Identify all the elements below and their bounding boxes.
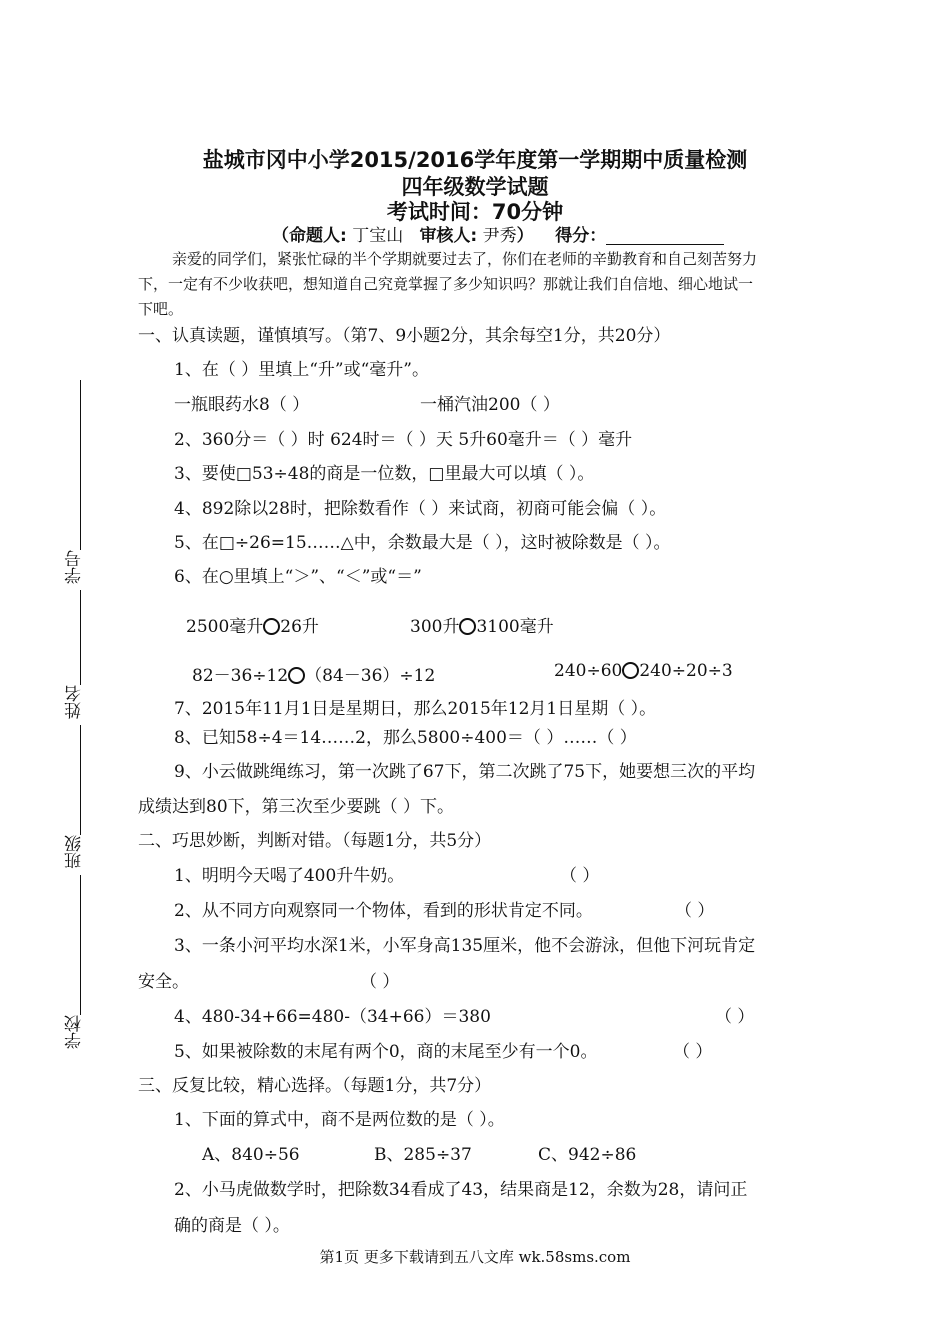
question-1-5: 5、在□÷26=15……△中，余数最大是（ ），这时被除数是（ ）。 (174, 533, 671, 553)
compare-row-1a (186, 612, 319, 637)
compare-circle-3[interactable] (288, 667, 305, 684)
question-1-1-a: 一瓶眼药水8（ ） (174, 395, 310, 415)
page-footer: 第1页 更多下载请到五八文库 wk.58sms.com (319, 1248, 631, 1266)
compare-circle-1[interactable] (263, 618, 280, 635)
section-3-heading: 三、反复比较，精心选择。（每题1分，共7分） (138, 1076, 492, 1096)
side-label-school: 学校 (65, 1015, 85, 1049)
question-1-8: 8、已知58÷4＝14……2，那么5800÷400＝（ ）……（ ） (174, 728, 637, 748)
intro-line-3: 下吧。 (138, 300, 184, 318)
side-line-2 (80, 590, 81, 685)
section-1-heading: 一、认真读题，谨慎填写。（第7、9小题2分，其余每空1分，共20分） (138, 326, 671, 346)
exam-meta: （命题人: 丁宝山 审核人: 尹秀） 得分： (272, 221, 724, 246)
choice-1: 1、下面的算式中，商不是两位数的是（ ）。 (174, 1110, 505, 1130)
choice-2-line-2: 确的商是（ ）。 (174, 1216, 290, 1236)
author-name: 丁宝山 (352, 226, 404, 246)
question-1-4: 4、892除以28时，把除数看作（ ）来试商，初商可能会偏（ ）。 (174, 499, 667, 519)
judge-3-line-1: 3、一条小河平均水深1米，小军身高135厘米，他不会游泳，但他下河玩肯定 (174, 936, 756, 956)
compare-1b-right: 3100毫升 (476, 617, 554, 637)
judge-1: 1、明明今天喝了400升牛奶。 (174, 866, 405, 886)
side-line-4 (80, 875, 81, 1015)
compare-1a-left: 2500毫升 (186, 617, 264, 637)
judge-1-paren: （ ） (560, 866, 600, 886)
exam-title: 盐城市冈中小学2015/2016学年度第一学期期中质量检测 (202, 148, 748, 172)
side-label-student-id: 学号 (65, 550, 85, 584)
compare-2b-left: 240÷60 (554, 661, 623, 681)
judge-5-paren: （ ） (673, 1042, 713, 1062)
question-1-2: 2、360分＝（ ）时 624时＝（ ）天 5升60毫升＝（ ）毫升 (174, 430, 633, 450)
judge-4: 4、480-34+66=480-（34+66）＝380 (174, 1007, 491, 1027)
author-label: 命题人: (289, 226, 347, 246)
judge-2: 2、从不同方向观察同一个物体，看到的形状肯定不同。 (174, 901, 593, 921)
side-label-class: 班级 (65, 835, 85, 869)
question-1-1-b: 一桶汽油200（ ） (420, 395, 560, 415)
question-1-6: 6、在○里填上“＞”、“＜”或“＝” (174, 567, 422, 587)
judge-5: 5、如果被除数的末尾有两个0，商的末尾至少有一个0。 (174, 1042, 598, 1062)
question-1-7: 7、2015年11月1日是星期日，那么2015年12月1日星期（ ）。 (174, 699, 657, 719)
choice-1-option-b: B、285÷37 (374, 1145, 472, 1165)
choice-1-option-c: C、942÷86 (538, 1145, 637, 1165)
reviewer-name: 尹秀 (482, 226, 517, 246)
intro-line-1: 亲爱的同学们，紧张忙碌的半个学期就要过去了，你们在老师的辛勤教育和自己刻苦努力 (172, 250, 758, 268)
side-label-name: 姓名 (65, 685, 85, 719)
choice-1-option-a: A、840÷56 (202, 1145, 300, 1165)
section-2-heading: 二、巧思妙断，判断对错。（每题1分，共5分） (138, 831, 492, 851)
compare-circle-2[interactable] (459, 618, 476, 635)
intro-line-2: 下，一定有不少收获吧，想知道自己究竟掌握了多少知识吗？那就让我们自信地、细心地试一 (138, 275, 754, 293)
compare-1a-right: 26升 (280, 617, 319, 637)
question-1-9-line-1: 9、小云做跳绳练习，第一次跳了67下，第二次跳了75下，她要想三次的平均 (174, 762, 756, 782)
choice-2-line-1: 2、小马虎做数学时，把除数34看成了43，结果商是12，余数为28，请问正 (174, 1180, 748, 1200)
question-1-9-line-2: 成绩达到80下，第三次至少要跳（ ）下。 (138, 797, 455, 817)
compare-2a-right: （84－36）÷12 (305, 666, 436, 686)
compare-2a-left: 82－36÷12 (192, 666, 289, 686)
reviewer-label: 审核人: (419, 226, 478, 246)
compare-1b-left: 300升 (410, 617, 460, 637)
compare-circle-4[interactable] (622, 662, 639, 679)
side-line-1 (80, 380, 81, 550)
compare-row-2b (554, 661, 733, 681)
judge-4-paren: （ ） (715, 1007, 755, 1027)
score-label: 得分： (555, 226, 607, 246)
judge-3-paren: （ ） (360, 972, 400, 992)
question-1-1: 1、在（ ）里填上“升”或“毫升”。 (174, 360, 429, 380)
compare-row-1b (410, 612, 554, 637)
exam-subtitle: 四年级数学试题 (401, 175, 549, 199)
exam-time: 考试时间：70分钟 (386, 200, 564, 224)
compare-2b-right: 240÷20÷3 (639, 661, 733, 681)
question-1-3: 3、要使□53÷48的商是一位数，□里最大可以填（ ）。 (174, 464, 595, 484)
side-line-3 (80, 725, 81, 835)
score-blank (606, 226, 724, 245)
judge-3-line-2: 安全。 (138, 972, 189, 992)
judge-2-paren: （ ） (675, 901, 715, 921)
compare-row-2a (192, 661, 435, 686)
